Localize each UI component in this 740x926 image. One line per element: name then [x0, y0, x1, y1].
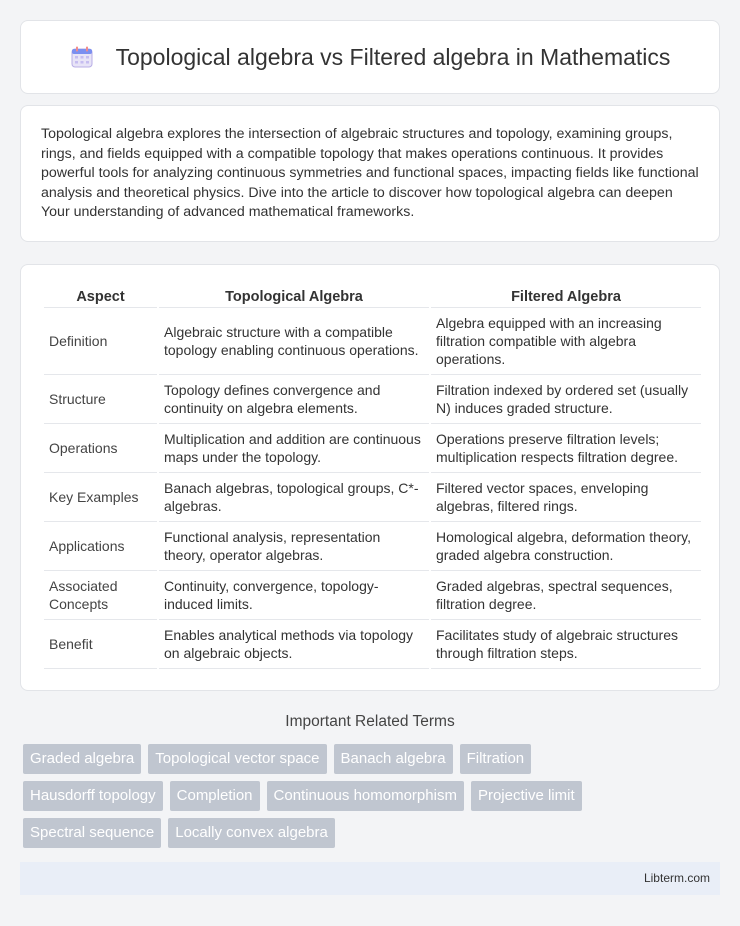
- table-row: [44, 522, 701, 571]
- intro-card: [20, 105, 720, 242]
- tag-locally-convex-algebra[interactable]: Locally convex algebra: [168, 818, 335, 848]
- header-aspect: Aspect: [44, 286, 157, 308]
- header-topological-algebra: Topological Algebra: [159, 286, 429, 308]
- row-aspect: Benefit: [44, 620, 157, 669]
- comparison-table: [42, 286, 703, 669]
- row-filtered: Operations preserve filtration levels; multiplication respects filtration degree.: [431, 424, 701, 473]
- table-row: [44, 473, 701, 522]
- row-topological: Algebraic structure with a compatible topology enabling continuous operations.: [159, 308, 429, 375]
- table-row: [44, 424, 701, 473]
- row-filtered: Homological algebra, deformation theory, graded algebra construction.: [431, 522, 701, 571]
- tag-row: [23, 781, 723, 811]
- row-aspect: Associated Concepts: [44, 571, 157, 620]
- row-topological: Functional analysis, representation theory, operator algebras.: [159, 522, 429, 571]
- row-topological: Multiplication and addition are continuous maps under the topology.: [159, 424, 429, 473]
- row-topological: Banach algebras, topological groups, C*-algebras.: [159, 473, 429, 522]
- row-topological: Topology defines convergence and continuity on algebra elements.: [159, 375, 429, 424]
- tag-spectral-sequence[interactable]: Spectral sequence: [23, 818, 161, 848]
- tag-completion[interactable]: Completion: [170, 781, 260, 811]
- row-filtered: Filtration indexed by ordered set (usually N) induces graded structure.: [431, 375, 701, 424]
- row-filtered: Facilitates study of algebraic structures through filtration steps.: [431, 620, 701, 669]
- tag-projective-limit[interactable]: Projective limit: [471, 781, 582, 811]
- related-terms-list: [23, 744, 723, 855]
- tag-row: [23, 744, 723, 774]
- row-filtered: Graded algebras, spectral sequences, filtration degree.: [431, 571, 701, 620]
- row-topological: Enables analytical methods via topology on algebraic objects.: [159, 620, 429, 669]
- calendar-icon: [70, 45, 94, 69]
- tag-filtration[interactable]: Filtration: [460, 744, 532, 774]
- intro-paragraph: Topological algebra explores the intersection of algebraic structures and topology, examining groups, rings, and fields equipped with a compatible topology that makes operations continuous. It provides powerful tools for analyzing continuous symmetries and functional spaces, impacting fields like functional analysis and theoretical physics. Dive into the article to discover how topological algebra can deepen Your understanding of advanced mathematical frameworks.: [41, 126, 699, 220]
- title-card: [20, 20, 720, 94]
- table-row: [44, 308, 701, 375]
- tag-topological-vector-space[interactable]: Topological vector space: [148, 744, 326, 774]
- tag-hausdorff-topology[interactable]: Hausdorff topology: [23, 781, 163, 811]
- table-row: [44, 620, 701, 669]
- row-aspect: Definition: [44, 308, 157, 375]
- row-aspect: Structure: [44, 375, 157, 424]
- tag-row: [23, 818, 723, 848]
- row-topological: Continuity, convergence, topology-induced limits.: [159, 571, 429, 620]
- related-terms-heading: Important Related Terms: [285, 713, 455, 730]
- row-aspect: Applications: [44, 522, 157, 571]
- page-title: Topological algebra vs Filtered algebra in Mathematics: [115, 43, 671, 70]
- header-filtered-algebra: Filtered Algebra: [431, 286, 701, 308]
- tag-banach-algebra[interactable]: Banach algebra: [334, 744, 453, 774]
- footer: [20, 862, 720, 895]
- table-header-row: [44, 286, 701, 308]
- row-aspect: Key Examples: [44, 473, 157, 522]
- tag-graded-algebra[interactable]: Graded algebra: [23, 744, 141, 774]
- row-filtered: Algebra equipped with an increasing filtration compatible with algebra operations.: [431, 308, 701, 375]
- row-filtered: Filtered vector spaces, enveloping algebras, filtered rings.: [431, 473, 701, 522]
- table-row: [44, 571, 701, 620]
- tag-continuous-homomorphism[interactable]: Continuous homomorphism: [267, 781, 464, 811]
- row-aspect: Operations: [44, 424, 157, 473]
- footer-site-link[interactable]: Libterm.com: [643, 871, 710, 885]
- comparison-card: [20, 264, 720, 691]
- table-row: [44, 375, 701, 424]
